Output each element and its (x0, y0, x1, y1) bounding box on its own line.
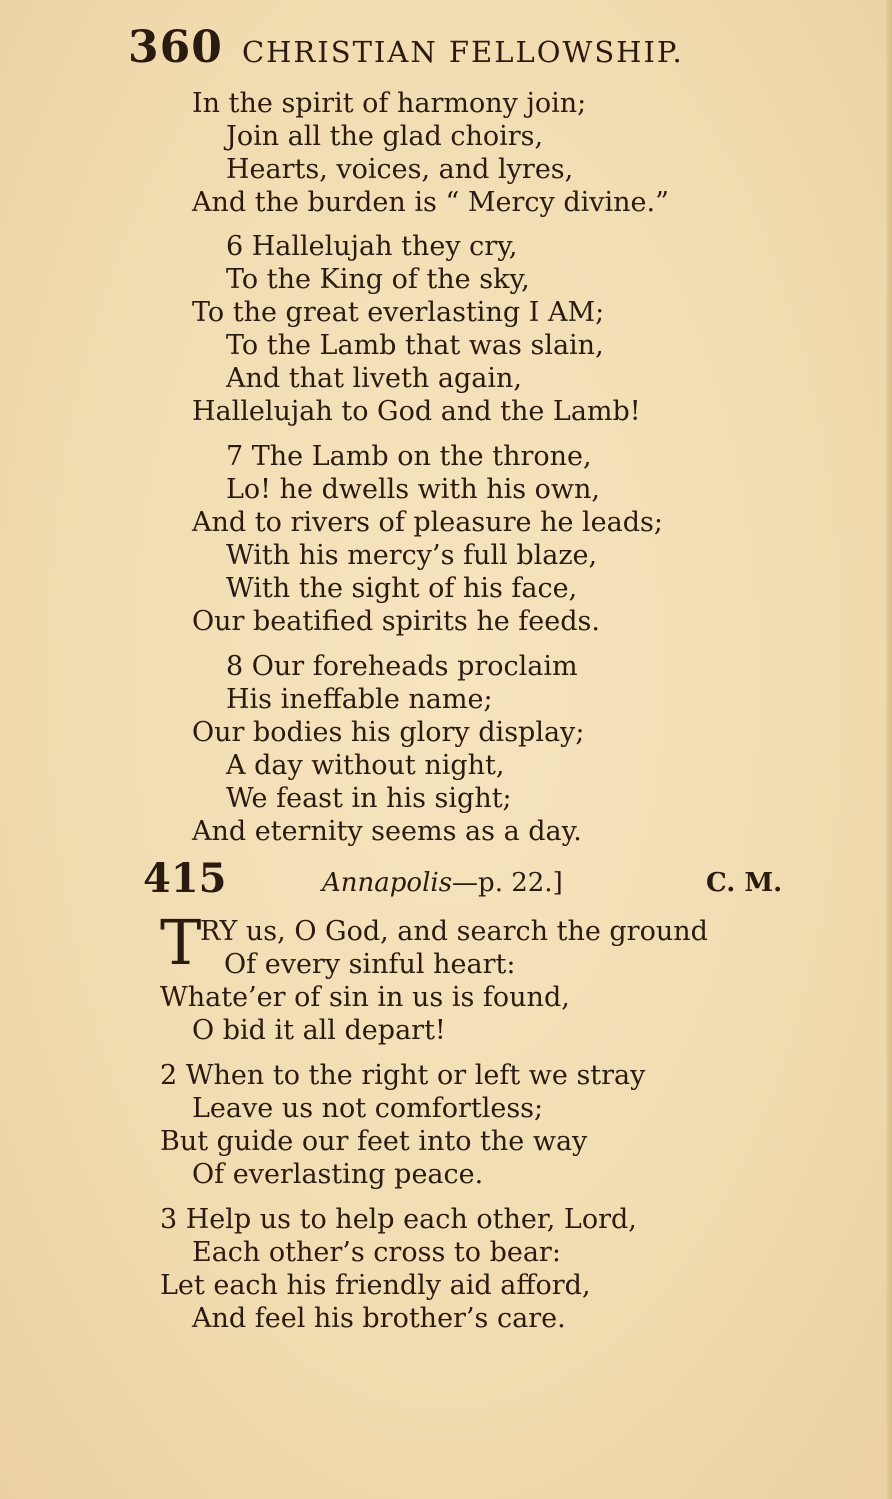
page-header (128, 22, 684, 73)
verse-line: 2 When to the right or left we stray (160, 1060, 646, 1091)
verse-line: But guide our feet into the way (160, 1126, 588, 1157)
hymn-meter: C. M. (706, 868, 783, 898)
verse-line: Of everlasting peace. (192, 1159, 484, 1190)
tune-reference (322, 868, 563, 898)
verse-line: Let each his friendly aid afford, (160, 1270, 591, 1301)
verse-line: Each other’s cross to bear: (192, 1237, 561, 1268)
verse-line: Lo! he dwells with his own, (226, 474, 601, 505)
verse-line: A day without night, (226, 750, 505, 781)
verse-line: Our bodies his glory display; (192, 717, 585, 748)
verse-line: His ineffable name; (226, 684, 493, 715)
verse-line: To the Lamb that was slain, (226, 330, 604, 361)
verse-line: To the King of the sky, (226, 264, 530, 295)
verse-line: Of every sinful heart: (224, 949, 516, 980)
verse-line: And the burden is “ Mercy divine.” (192, 187, 669, 218)
page-number: 360 (128, 22, 223, 73)
verse-line: And feel his brother’s care. (192, 1303, 566, 1334)
drop-cap: T (160, 906, 202, 979)
verse-line: Leave us not comfortless; (192, 1093, 544, 1124)
verse-line: O bid it all depart! (192, 1015, 446, 1046)
verse-line: And that liveth again, (226, 363, 522, 394)
tune-name: Annapolis (322, 868, 453, 898)
verse-line: Whate’er of sin in us is found, (160, 982, 570, 1013)
verse-line: Join all the glad choirs, (226, 121, 544, 152)
verse-line: We feast in his sight; (226, 783, 512, 814)
verse-line: And eternity seems as a day. (192, 816, 582, 847)
running-title: CHRISTIAN FELLOWSHIP. (241, 35, 684, 69)
verse-line: With the sight of his face, (226, 573, 578, 604)
verse-line: To the great everlasting I AM; (192, 297, 605, 328)
page-edge (886, 0, 892, 1499)
verse-line: 3 Help us to help each other, Lord, (160, 1204, 637, 1235)
verse-line: With his mercy’s full blaze, (226, 540, 598, 571)
verse-line: And to rivers of pleasure he leads; (192, 507, 663, 538)
verse-line: Hearts, voices, and lyres, (226, 154, 574, 185)
verse-line: In the spirit of harmony join; (192, 88, 587, 119)
verse-line: 8 Our foreheads proclaim (226, 651, 578, 682)
hymn-number: 415 (143, 855, 227, 902)
verse-line: RY us, O God, and search the ground (200, 916, 708, 947)
verse-line: Hallelujah to God and the Lamb! (192, 396, 641, 427)
tune-page-ref: —p. 22.] (452, 868, 563, 898)
verse-line: Our beatified spirits he feeds. (192, 606, 600, 637)
verse-line: 6 Hallelujah they cry, (226, 231, 518, 262)
verse-line: 7 The Lamb on the throne, (226, 441, 592, 472)
